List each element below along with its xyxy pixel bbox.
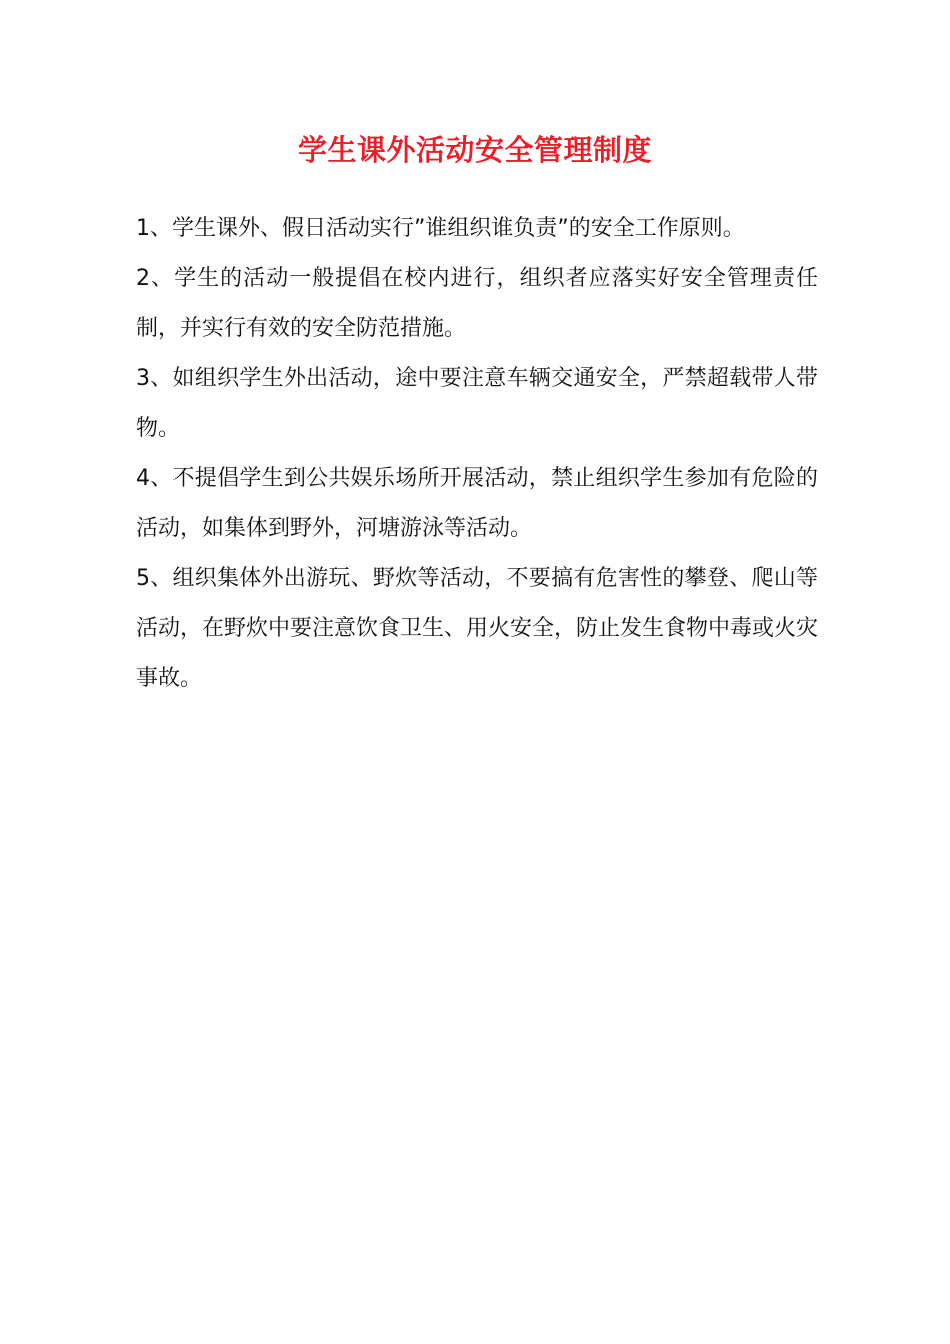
rule-item-4: 4、不提倡学生到公共娱乐场所开展活动，禁止组织学生参加有危险的活动，如集体到野外，河塘游泳等活动。 [136, 466, 818, 541]
rule-item-1: 1、学生课外、假日活动实行”谁组织谁负责”的安全工作原则。 [136, 216, 745, 241]
rule-item-2: 2、学生的活动一般提倡在校内进行，组织者应落实好安全管理责任制，并实行有效的安全防范措施。 [136, 266, 818, 341]
rule-item-5: 5、组织集体外出游玩、野炊等活动，不要搞有危害性的攀登、爬山等活动，在野炊中要注意饮食卫生、用火安全，防止发生食物中毒或火灾事故。 [136, 566, 819, 691]
document-title: 学生课外活动安全管理制度 [297, 133, 652, 167]
document-body [136, 204, 818, 704]
rule-item-3: 3、如组织学生外出活动，途中要注意车辆交通安全，严禁超载带人带物。 [136, 366, 818, 441]
